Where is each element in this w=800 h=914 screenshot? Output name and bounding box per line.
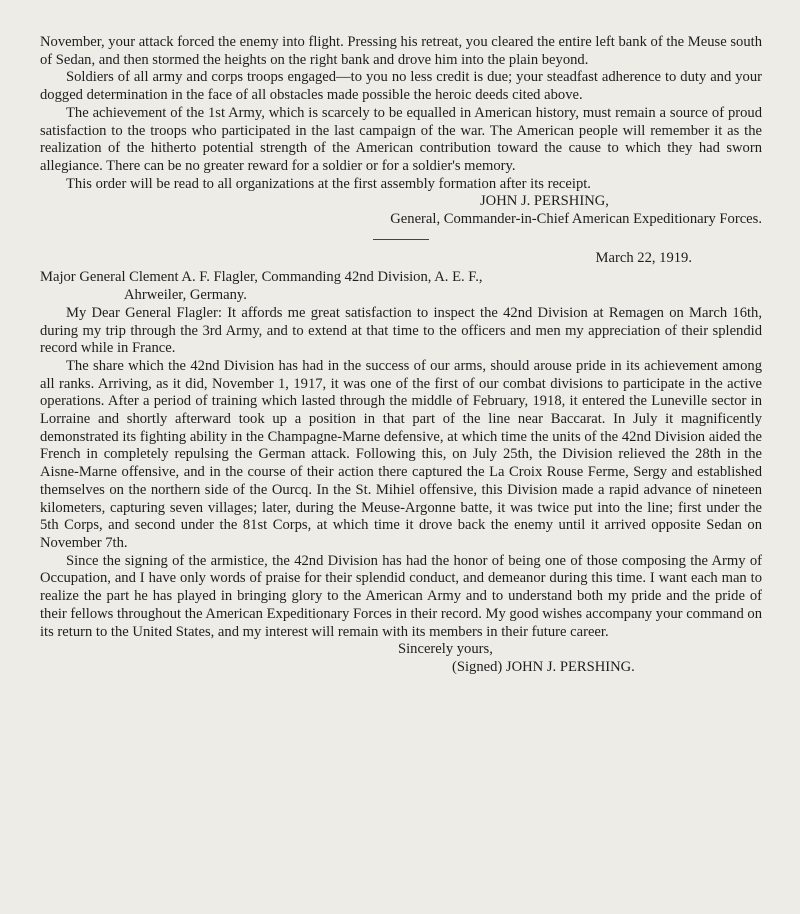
letter1-signature-name: JOHN J. PERSHING, bbox=[480, 193, 609, 210]
letter2-closing: Sincerely yours, bbox=[398, 641, 493, 658]
letter1-paragraph: This order will be read to all organizations at the first assembly formation after its receipt. bbox=[66, 175, 591, 192]
letter2-address-line: Ahrweiler, Germany. bbox=[124, 287, 247, 304]
letter2-paragraph: The share which the 42nd Division has had in the success of our arms, should arouse pride in its achievement among all ranks. Arriving, as it did, November 1, 1917, it was one of the first of our combat divisions to participate in the active operations. After a period of training which lasted through the middle of February, 1918, it entered the Luneville sector in Lorraine and shortly afterward took up a position in that part of the line near Baccarat. In July it magnificently demonstrated its fighting ability in the Champagne-Marne defensive, at which time the units of the 42nd Division aided the French in completely repulsing the German attack. Following this, on July 25th, the Division relieved the 28th in the Aisne-Marne offensive, and in the course of their action there captured the La Croix Rouse Ferme, Sergy and established themselves on the northern side of the Ourcq. In the St. Mihiel offensive, this Division made a rapid advance of nineteen kilometers, capturing seven villages; later, during the Meuse-Argonne batte, it was twice put into the line; first under the 5th Corps, and second under the 81st Corps, at which time it drove back the enemy until it arrived opposite Sedan on November 7th. bbox=[40, 357, 762, 551]
letter1-paragraph: The achievement of the 1st Army, which is scarcely to be equalled in American history, must remain a source of proud satisfaction to the troops who participated in the last campaign of the war. The American people will remember it as the realization of the hitherto potential strength of the American contribution toward the cause to which they had sworn allegiance. There can be no greater reward for a soldier or for a soldier's memory. bbox=[40, 104, 762, 174]
letter1-signature-title: General, Commander-in-Chief American Expeditionary Forces. bbox=[390, 211, 762, 228]
letter2-date: March 22, 1919. bbox=[595, 249, 692, 266]
section-divider bbox=[373, 239, 429, 240]
letter2-address-line: Major General Clement A. F. Flagler, Commanding 42nd Division, A. E. F., bbox=[40, 269, 483, 286]
letter2-paragraph: Since the signing of the armistice, the 42nd Division has had the honor of being one of those composing the Army of Occupation, and I have only words of praise for their splendid conduct, and demeanor during this time. I want each man to realize the part he has played in bringing glory to the American Army and to understand both my pride and the pride of their fellows throughout the American Expeditionary Forces in their record. My good wishes accompany your command on its return to the United States, and my interest will remain with its members in their future career. bbox=[40, 552, 762, 640]
letter2-signed-line: (Signed) JOHN J. PERSHING. bbox=[452, 658, 635, 675]
document-page bbox=[40, 34, 762, 677]
letter1-paragraph: November, your attack forced the enemy into flight. Pressing his retreat, you cleared the entire left bank of the Meuse south of Sedan, and then stormed the heights on the right bank and drove him into the plain beyond. bbox=[40, 34, 762, 68]
letter2-paragraph: My Dear General Flagler: It affords me great satisfaction to inspect the 42nd Division at Remagen on March 16th, during my trip through the 3rd Army, and to extend at that time to the officers and men my appreciation of their splendid record while in France. bbox=[40, 304, 762, 357]
letter1-paragraph: Soldiers of all army and corps troops engaged—to you no less credit is due; your steadfast adherence to duty and your dogged determination in the face of all obstacles made possible the heroic deeds cited above. bbox=[40, 69, 762, 104]
